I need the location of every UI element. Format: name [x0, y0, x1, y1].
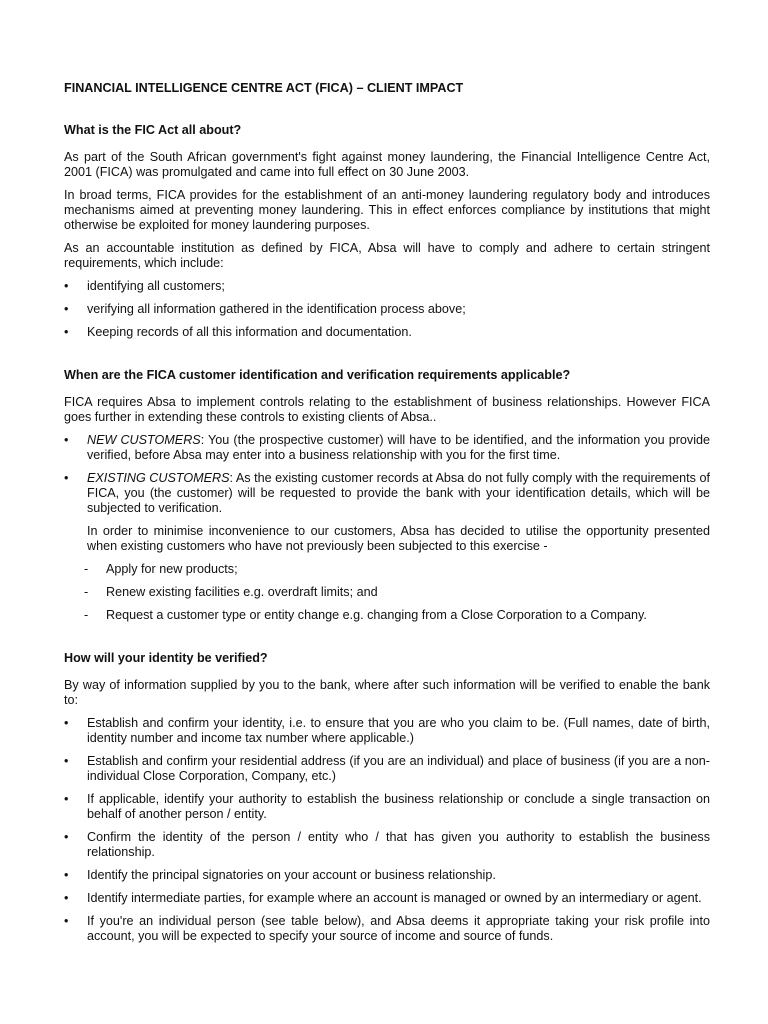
- section-heading-fic-act: What is the FIC Act all about?: [64, 123, 242, 137]
- list-item: • identifying all customers;: [64, 279, 225, 293]
- bullet-icon: •: [64, 325, 69, 339]
- verification-list: [64, 716, 710, 944]
- bullet-icon: •: [64, 433, 69, 447]
- list-item: • verifying all information gathered in the identification process above;: [64, 302, 466, 316]
- list-item: • If you're an individual person (see table below), and Absa deems it appropriate taking your risk profile into account, you will be expected to specify your source of income and source of funds.: [64, 914, 710, 943]
- dash-item: - Renew existing facilities e.g. overdraft limits; and: [84, 585, 378, 599]
- bullet-icon: •: [64, 914, 69, 928]
- section-heading-applicability: When are the FICA customer identification and verification requirements applicable?: [64, 368, 571, 382]
- bullet-icon: •: [64, 279, 69, 293]
- paragraph: FICA requires Absa to implement controls relating to the establishment of business relationships. However FICA goes further in extending these controls to existing clients of Absa..: [64, 395, 710, 424]
- paragraph: As an accountable institution as defined by FICA, Absa will have to comply and adhere to certain stringent requirements, which include:: [64, 241, 710, 270]
- list-item: • Establish and confirm your residential address (if you are an individual) and place of business (if you are a non-individual Close Corporation, Company, etc.): [64, 754, 710, 783]
- list-item: • If applicable, identify your authority to establish the business relationship or conclude a single transaction on behalf of another person / entity.: [64, 792, 710, 821]
- document-title: FINANCIAL INTELLIGENCE CENTRE ACT (FICA) – CLIENT IMPACT: [64, 81, 464, 95]
- document-body: [64, 81, 710, 952]
- bullet-icon: •: [64, 471, 69, 485]
- dash-icon: -: [84, 585, 89, 599]
- section-heading-verification: How will your identity be verified?: [64, 651, 268, 665]
- paragraph: In broad terms, FICA provides for the establishment of an anti-money laundering regulatory body and introduces mechanisms aimed at preventing money laundering. This in effect enforces compliance by institutions that might otherwise be exploited for money laundering purposes.: [64, 188, 710, 232]
- list-item: • Establish and confirm your identity, i.e. to ensure that you are who you claim to be. (Full names, date of birth, identity number and income tax number where applicable.): [64, 716, 710, 745]
- dash-item: - Request a customer type or entity change e.g. changing from a Close Corporation to a Company.: [84, 608, 647, 622]
- list-item: • Keeping records of all this information and documentation.: [64, 325, 412, 339]
- bullet-icon: •: [64, 302, 69, 316]
- list-item: • Confirm the identity of the person / entity who / that has given you authority to establish the business relationship.: [64, 830, 710, 859]
- dash-list: [64, 562, 710, 623]
- bullet-icon: •: [64, 754, 69, 768]
- list-item-new-customers: • NEW CUSTOMERS: You (the prospective customer) will have to be identified, and the information you provide verified, before Absa may enter into a business relationship with you for the first time.: [64, 433, 710, 462]
- dash-icon: -: [84, 562, 89, 576]
- paragraph: As part of the South African government's fight against money laundering, the Financial Intelligence Centre Act, 2001 (FICA) was promulgated and came into full effect on 30 June 2003.: [64, 150, 710, 179]
- bullet-icon: •: [64, 830, 69, 844]
- sub-paragraph: In order to minimise inconvenience to our customers, Absa has decided to utilise the opportunity presented when existing customers who have not previously been subjected to this exercise -: [87, 524, 710, 553]
- dash-item: - Apply for new products;: [84, 562, 238, 576]
- list-item: • Identify intermediate parties, for example where an account is managed or owned by an intermediary or agent.: [64, 891, 702, 905]
- bullet-icon: •: [64, 891, 69, 905]
- list-item: • Identify the principal signatories on your account or business relationship.: [64, 868, 496, 882]
- customer-type-list: [64, 433, 710, 516]
- paragraph: By way of information supplied by you to the bank, where after such information will be verified to enable the bank to:: [64, 678, 710, 707]
- list-item-existing-customers: • EXISTING CUSTOMERS: As the existing customer records at Absa do not fully comply with the requirements of FICA, you (the customer) will be requested to provide the bank with your identification details, which will be subjected to verification.: [64, 471, 710, 515]
- bullet-icon: •: [64, 716, 69, 730]
- bullet-icon: •: [64, 792, 69, 806]
- bullet-icon: •: [64, 868, 69, 882]
- existing-customers-label: EXISTING CUSTOMERS: [87, 471, 230, 485]
- dash-icon: -: [84, 608, 89, 622]
- requirements-list: [64, 279, 710, 340]
- new-customers-label: NEW CUSTOMERS: [87, 433, 201, 447]
